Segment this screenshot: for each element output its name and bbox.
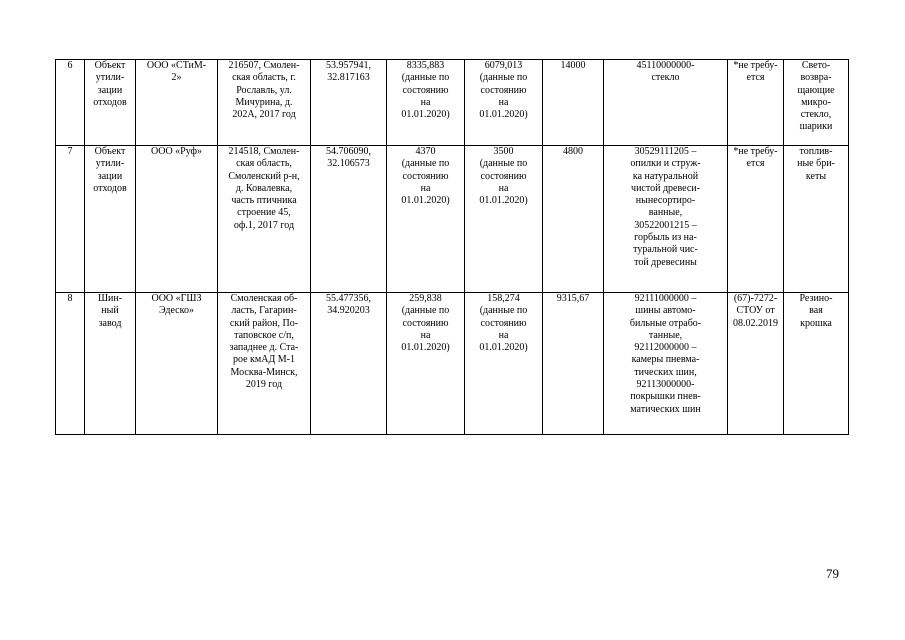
cell-number: 8 [56,293,85,435]
cell-value-1: 8335,883 (данные по состоянию на 01.01.2020) [387,60,465,146]
cell-value-1: 4370 (данные по состоянию на 01.01.2020) [387,146,465,293]
cell-value-3: 4800 [543,146,604,293]
cell-permit: (67)-7272- СТОУ от 08.02.2019 [728,293,784,435]
cell-permit: *не требу- ется [728,60,784,146]
cell-object-type: Объект утили- зации отходов [85,146,136,293]
cell-organization: ООО «СТиМ- 2» [136,60,218,146]
cell-number: 7 [56,146,85,293]
cell-product: Свето- возвра- щающие микро- стекло, шарики [784,60,849,146]
cell-product: Резино- вая крошка [784,293,849,435]
cell-waste-codes: 92111000000 – шины автомо- бильные отрабо- танные, 92112000000 – камеры пневма- тических шин, 92113000000- покрышки пнев- матических шин [604,293,728,435]
cell-value-3: 9315,67 [543,293,604,435]
cell-value-2: 158,274 (данные по состоянию на 01.01.2020) [465,293,543,435]
cell-number: 6 [56,60,85,146]
cell-waste-codes: 45110000000- стекло [604,60,728,146]
cell-waste-codes: 30529111205 – опилки и струж- ка натуральной чистой древеси- нынесортиро- ванные, 30522001215 – горбыль из на- туральной чис- той древесины [604,146,728,293]
cell-object-type: Объект утили- зации отходов [85,60,136,146]
cell-coordinates: 55.477356, 34.920203 [311,293,387,435]
document-table [55,59,849,435]
cell-coordinates: 53.957941, 32.817163 [311,60,387,146]
cell-address: Смоленская об- ласть, Гагарин- ский район, По- таповское с/п, западнее д. Ста- рое кмАД М-1 Москва-Минск, 2019 год [218,293,311,435]
cell-value-1: 259,838 (данные по состоянию на 01.01.2020) [387,293,465,435]
cell-value-2: 3500 (данные по состоянию на 01.01.2020) [465,146,543,293]
cell-object-type: Шин- ный завод [85,293,136,435]
cell-organization: ООО «ГШЗ Эдеско» [136,293,218,435]
table-row [56,293,849,435]
table-row [56,60,849,146]
cell-value-2: 6079,013 (данные по состоянию на 01.01.2020) [465,60,543,146]
table-row [56,146,849,293]
page-number: 79 [826,566,839,581]
cell-address: 214518, Смолен- ская область, Смоленский р-н, д. Ковалевка, часть птичника строение 45, оф.1, 2017 год [218,146,311,293]
cell-coordinates: 54.706090, 32.106573 [311,146,387,293]
cell-address: 216507, Смолен- ская область, г. Рославль, ул. Мичурина, д. 202А, 2017 год [218,60,311,146]
cell-permit: *не требу- ется [728,146,784,293]
cell-product: топлив- ные бри- кеты [784,146,849,293]
cell-organization: ООО «Руф» [136,146,218,293]
cell-value-3: 14000 [543,60,604,146]
